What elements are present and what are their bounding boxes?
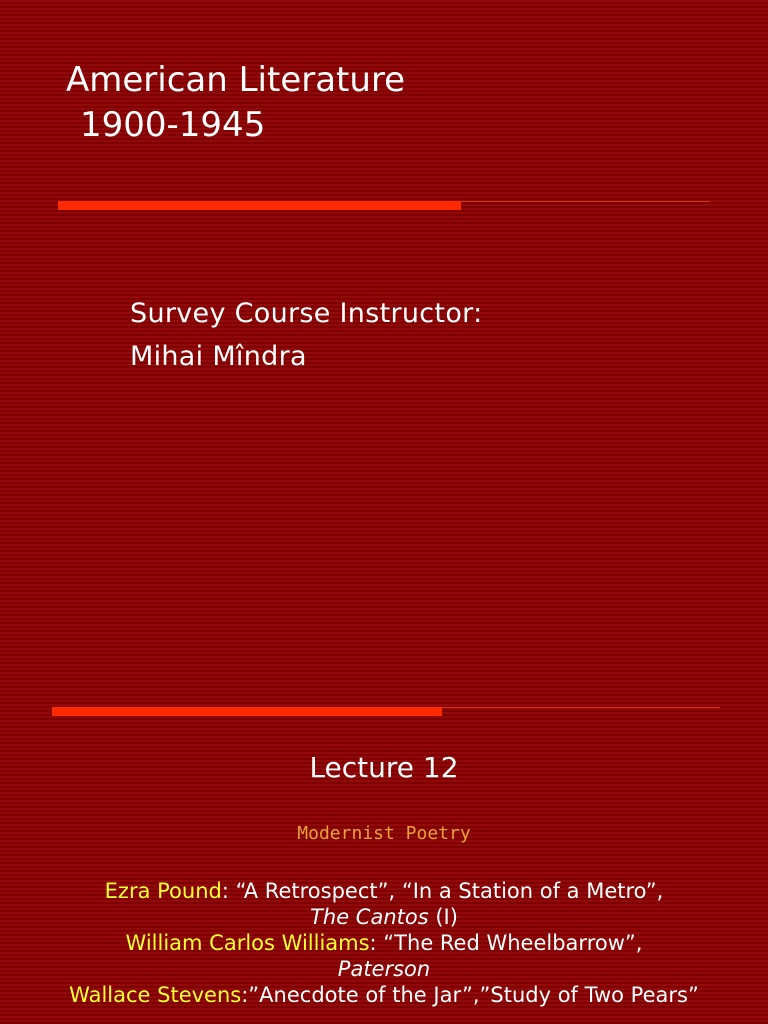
top-divider-thin-line [461,201,710,202]
author-name: Wallace Stevens [69,983,242,1007]
works-list [40,878,728,1008]
work-italic-title: The Cantos [310,905,429,929]
bottom-divider-thin-line [442,707,720,708]
top-divider [58,201,710,210]
work-titles: : “A Retrospect”, “In a Station of a Metro”, [221,879,664,903]
work-entry [40,982,728,1008]
bottom-divider [52,707,720,716]
instructor-block [130,292,482,378]
top-divider-thick-bar [58,201,461,210]
instructor-label: Survey Course Instructor: [130,298,483,329]
title-line-2: 1900-1945 [80,105,266,145]
author-name: Ezra Pound [104,879,222,903]
instructor-name: Mihai Mîndra [130,341,307,372]
work-titles: :”Anecdote of the Jar”,”Study of Two Pears” [241,983,699,1007]
lecture-topic: Modernist Poetry [297,823,471,844]
work-italic-title: Paterson [337,957,431,981]
work-suffix: (I) [428,905,458,929]
work-entry [40,930,728,982]
title-line-1: American Literature [66,60,406,100]
work-entry [40,878,728,930]
slide-title [66,58,405,148]
bottom-divider-thick-bar [52,707,442,716]
lecture-number: Lecture 12 [309,751,459,784]
work-titles: : “The Red Wheelbarrow”, [369,931,643,955]
author-name: William Carlos Williams [125,931,370,955]
